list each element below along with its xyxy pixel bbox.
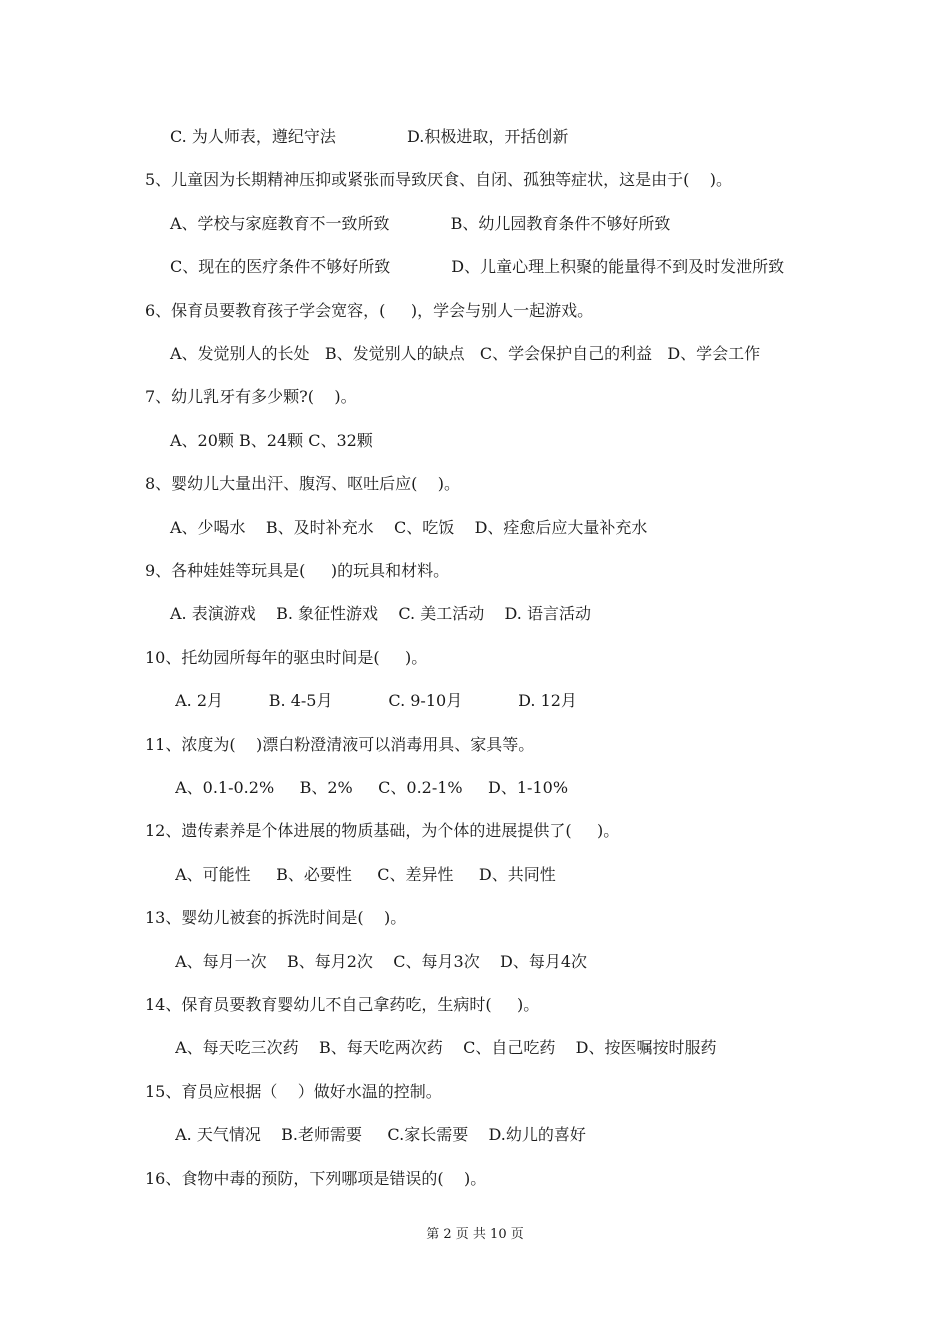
answer-options: A、可能性 B、必要性 C、差异性 D、共同性	[170, 865, 556, 884]
answer-options: A、每天吃三次药 B、每天吃两次药 C、自己吃药 D、按医嘱按时服药	[170, 1038, 717, 1057]
question-text: 14、保育员要教育婴幼儿不自己拿药吃，生病时( )。	[145, 995, 540, 1014]
question-text: 8、婴幼儿大量出汗、腹泻、呕吐后应( )。	[145, 474, 461, 493]
answer-options: A. 天气情况 B.老师需要 C.家长需要 D.幼儿的喜好	[170, 1125, 586, 1144]
question-text: 9、各种娃娃等玩具是( )的玩具和材料。	[145, 561, 450, 580]
answer-options: A、学校与家庭教育不一致所致 B、幼儿园教育条件不够好所致	[170, 214, 671, 233]
question-text: 6、保育员要教育孩子学会宽容，( )，学会与别人一起游戏。	[145, 301, 594, 320]
answer-options: A. 2月 B. 4-5月 C. 9-10月 D. 12月	[170, 691, 577, 710]
question-text: 11、浓度为( )漂白粉澄清液可以消毒用具、家具等。	[145, 735, 535, 754]
answer-options: C、现在的医疗条件不够好所致 D、儿童心理上积聚的能量得不到及时发泄所致	[170, 257, 785, 276]
answer-options: A、20颗 B、24颗 C、32颗	[170, 431, 373, 450]
question-text: 16、食物中毒的预防，下列哪项是错误的( )。	[145, 1169, 487, 1188]
answer-options: A. 表演游戏 B. 象征性游戏 C. 美工活动 D. 语言活动	[170, 604, 591, 623]
answer-options: A、每月一次 B、每月2次 C、每月3次 D、每月4次	[170, 952, 588, 971]
answer-options: A、少喝水 B、及时补充水 C、吃饭 D、痊愈后应大量补充水	[170, 518, 648, 537]
page-footer: 第 2 页 共 10 页	[426, 1227, 524, 1242]
answer-options: A、0.1-0.2% B、2% C、0.2-1% D、1-10%	[170, 778, 569, 797]
answer-options: A、发觉别人的长处 B、发觉别人的缺点 C、学会保护自己的利益 D、学会工作	[170, 344, 761, 363]
question-text: 15、育员应根据（ ）做好水温的控制。	[145, 1082, 442, 1101]
question-text: 10、托幼园所每年的驱虫时间是( )。	[145, 648, 428, 667]
question-text: 5、儿童因为长期精神压抑或紧张而导致厌食、自闭、孤独等症状，这是由于( )。	[145, 170, 733, 189]
question-text: 13、婴幼儿被套的拆洗时间是( )。	[145, 908, 407, 927]
answer-options: C. 为人师表，遵纪守法 D.积极进取，开括创新	[170, 127, 569, 146]
question-text: 12、遗传素养是个体进展的物质基础，为个体的进展提供了( )。	[145, 821, 620, 840]
question-text: 7、幼儿乳牙有多少颗?( )。	[145, 387, 357, 406]
